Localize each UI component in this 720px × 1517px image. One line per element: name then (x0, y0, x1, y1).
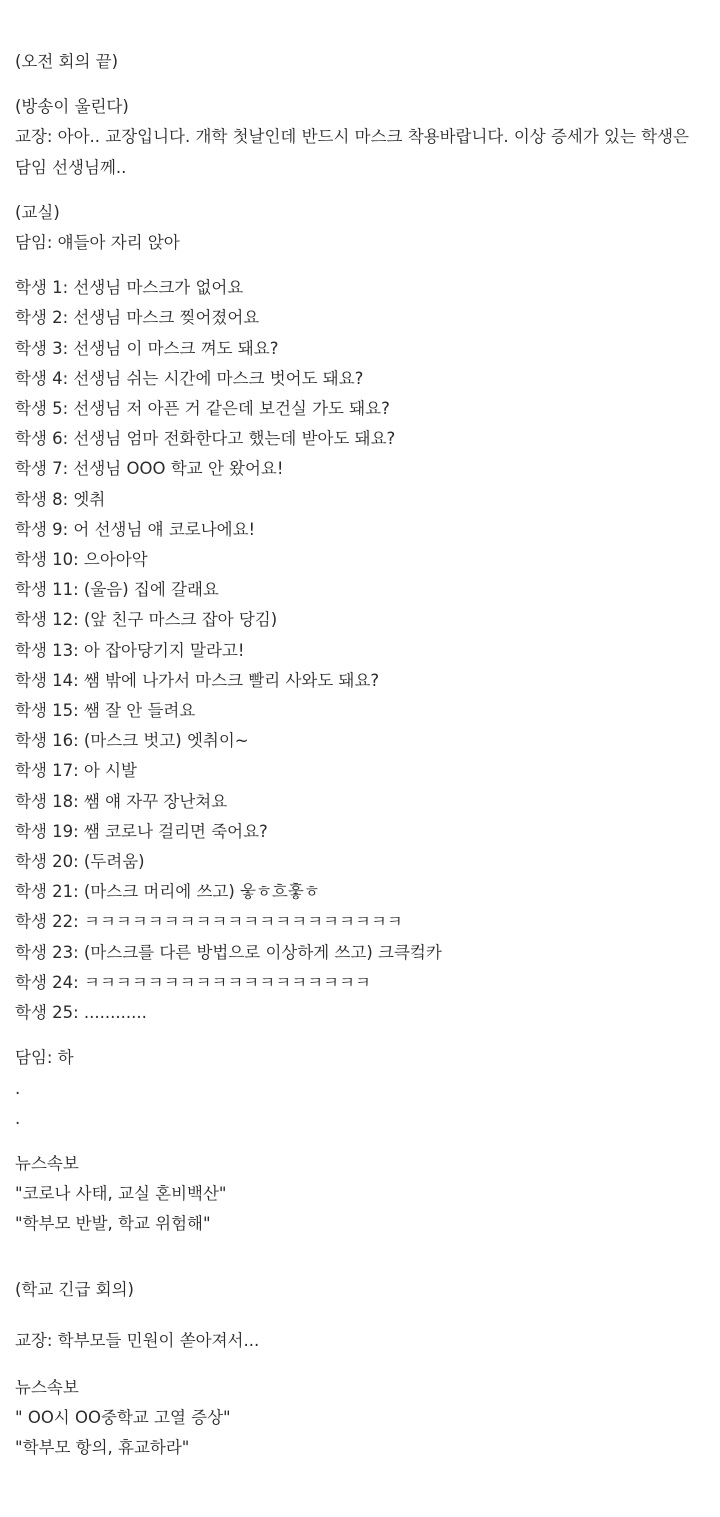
paragraph-news-flash-1 (15, 1149, 715, 1240)
student-line: 학생 6: 선생님 엄마 전화한다고 했는데 받아도 돼요? (15, 429, 396, 449)
student-line: 학생 4: 선생님 쉬는 시간에 마스크 벗어도 돼요? (15, 368, 364, 388)
text-line: . (15, 1078, 21, 1098)
student-line: 학생 2: 선생님 마스크 찢어졌어요 (15, 308, 260, 328)
paragraph-news-flash-2 (15, 1373, 715, 1464)
student-line: 학생 3: 선생님 이 마스크 껴도 돼요? (15, 338, 279, 358)
text-line: 교장: 학부모들 민원이 쏟아져서... (15, 1330, 260, 1350)
text-line: (학교 긴급 회의) (15, 1279, 134, 1299)
student-line: 학생 21: (마스크 머리에 쓰고) 웋ㅎ흐훟ㅎ (15, 882, 320, 902)
text-line: (오전 회의 끝) (15, 52, 119, 71)
student-line: 학생 15: 쌤 잘 안 들려요 (15, 701, 196, 721)
paragraph-students (15, 273, 715, 1028)
student-line: 학생 20: (두려움) (15, 852, 145, 872)
paragraph-classroom (15, 198, 715, 258)
text-line: " OO시 OO중학교 고열 증상" (15, 1408, 231, 1428)
paragraph-morning-meeting (15, 47, 715, 77)
text-line: (교실) (15, 202, 60, 222)
document-body (15, 47, 715, 1464)
paragraph-emergency-meeting (15, 1275, 715, 1305)
student-line: 학생 12: (앞 친구 마스크 잡아 당김) (15, 610, 278, 630)
student-line: 학생 8: 엣취 (15, 489, 106, 509)
student-line: 학생 5: 선생님 저 아픈 거 같은데 보건실 가도 돼요? (15, 399, 390, 419)
text-line: 담임: 하 (15, 1048, 74, 1068)
student-line: 학생 17: 아 시발 (15, 761, 137, 781)
student-line: 학생 22: ㅋㅋㅋㅋㅋㅋㅋㅋㅋㅋㅋㅋㅋㅋㅋㅋㅋㅋㅋㅋ (15, 912, 403, 932)
student-line: 학생 7: 선생님 OOO 학교 안 왔어요! (15, 459, 284, 479)
text-line: "학부모 항의, 휴교하라" (15, 1438, 190, 1458)
text-line: 담임 선생님께.. (15, 157, 127, 177)
student-line: 학생 9: 어 선생님 얘 코로나에요! (15, 519, 256, 539)
paragraph-principal-complaint (15, 1326, 715, 1356)
student-line: 학생 13: 아 잡아당기지 말라고! (15, 640, 245, 660)
text-line: 교장: 아아.. 교장입니다. 개학 첫날인데 반드시 마스크 착용바랍니다. 이상 증세가 있는 학생은 (15, 127, 689, 147)
text-line: 담임: 얘들아 자리 앉아 (15, 233, 180, 253)
student-line: 학생 24: ㅋㅋㅋㅋㅋㅋㅋㅋㅋㅋㅋㅋㅋㅋㅋㅋㅋㅋ (15, 972, 371, 992)
text-line: "코로나 사태, 교실 혼비백산" (15, 1184, 227, 1204)
student-line: 학생 11: (울음) 집에 갈래요 (15, 580, 219, 600)
student-line: 학생 14: 쌤 밖에 나가서 마스크 빨리 사와도 돼요? (15, 670, 380, 690)
text-line: 뉴스속보 (15, 1153, 79, 1173)
student-line: 학생 1: 선생님 마스크가 없어요 (15, 278, 244, 298)
paragraph-broadcast (15, 92, 715, 183)
student-line: 학생 18: 쌤 얘 자꾸 장난쳐요 (15, 791, 228, 811)
text-line: 뉴스속보 (15, 1377, 79, 1397)
student-line: 학생 23: (마스크를 다른 방법으로 이상하게 쓰고) 크큭컼카 (15, 942, 442, 962)
paragraph-teacher-sigh (15, 1043, 715, 1134)
text-line: "학부모 반발, 학교 위험해" (15, 1214, 211, 1234)
student-line: 학생 10: 으아아악 (15, 550, 148, 570)
text-line: . (15, 1108, 21, 1128)
student-line: 학생 25: ............ (15, 1003, 147, 1023)
student-line: 학생 19: 쌤 코로나 걸리면 죽어요? (15, 821, 268, 841)
student-line: 학생 16: (마스크 벗고) 엣취이~ (15, 731, 249, 751)
text-line: (방송이 울린다) (15, 97, 129, 117)
